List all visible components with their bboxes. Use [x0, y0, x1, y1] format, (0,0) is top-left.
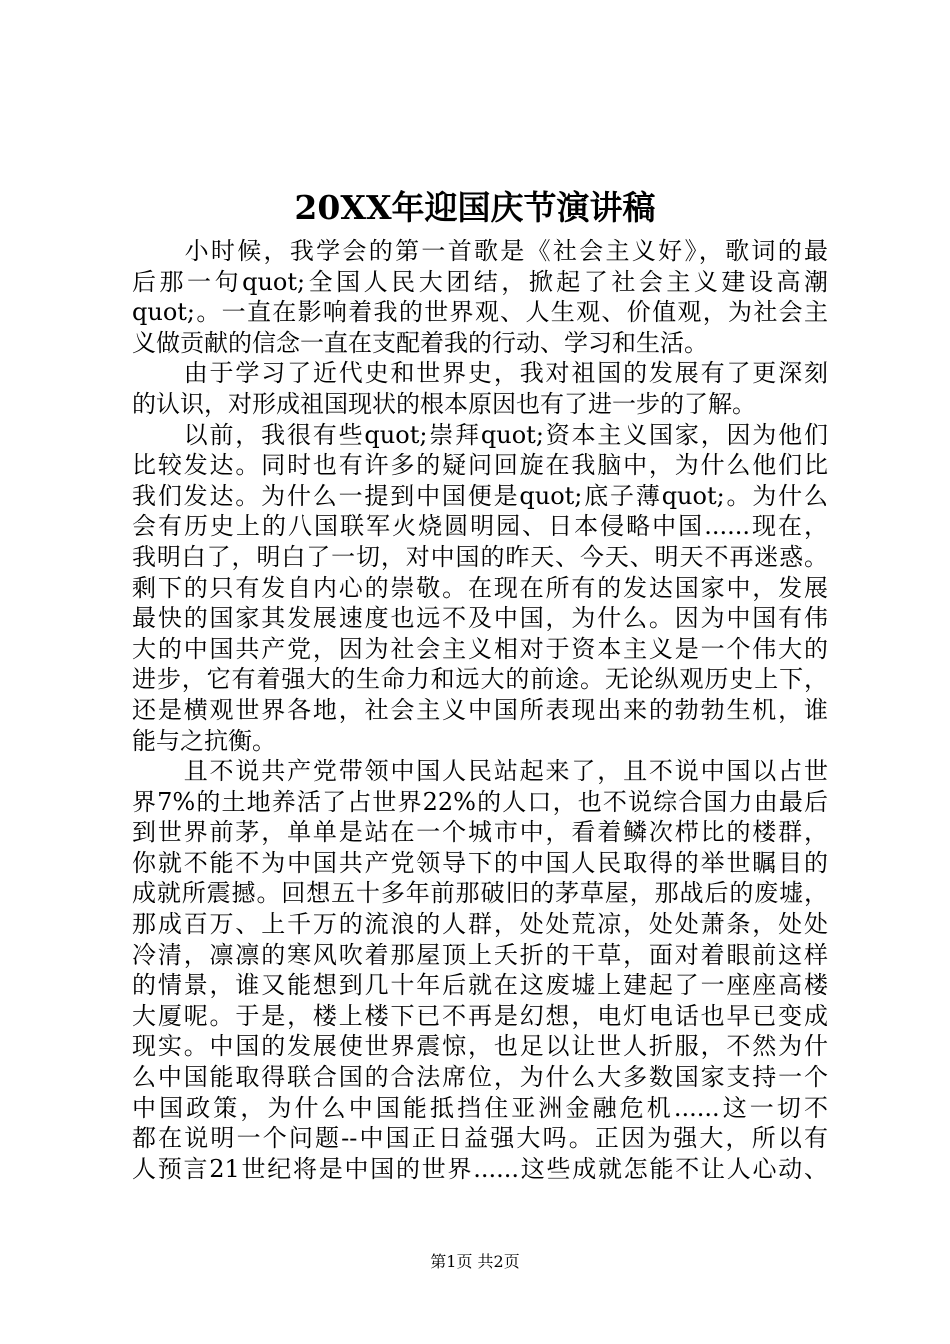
text-line: 我明白了，明白了一切，对中国的昨天、今天、明天不再迷惑。 — [132, 542, 828, 571]
text-line: 义做贡献的信念一直在支配着我的行动、学习和生活。 — [132, 328, 708, 357]
text-line: 成就所震撼。回想五十多年前那破旧的茅草屋，那战后的废墟， — [132, 879, 828, 908]
text-line: 你就不能不为中国共产党领导下的中国人民取得的举世瞩目的 — [132, 848, 828, 877]
text-line: 由于学习了近代史和世界史，我对祖国的发展有了更深刻 — [132, 359, 828, 388]
document-title: 20XX年迎国庆节演讲稿 — [294, 188, 656, 227]
text-line: 后那一句quot;全国人民大团结，掀起了社会主义建设高潮 — [132, 267, 828, 296]
text-line: 大厦呢。于是，楼上楼下已不再是幻想，电灯电话也早已变成 — [132, 1001, 828, 1030]
text-line: 那成百万、上千万的流浪的人群，处处荒凉，处处萧条，处处 — [132, 910, 828, 939]
text-line: 冷清，凛凛的寒风吹着那屋顶上夭折的干草，面对着眼前这样 — [132, 940, 828, 969]
text-line: 么中国能取得联合国的合法席位，为什么大多数国家支持一个 — [132, 1063, 828, 1092]
text-line: 最快的国家其发展速度也远不及中国，为什么。因为中国有伟 — [132, 604, 828, 633]
text-line: 界7%的土地养活了占世界22%的人口，也不说综合国力由最后 — [132, 787, 828, 816]
text-line: 的认识，对形成祖国现状的根本原因也有了进一步的了解。 — [132, 389, 756, 418]
page-number-footer: 第1页 共2页 — [430, 1252, 520, 1271]
text-line: 中国政策，为什么中国能抵挡住亚洲金融危机......这一切不 — [132, 1093, 828, 1122]
text-line: 且不说共产党带领中国人民站起来了，且不说中国以占世 — [132, 757, 828, 786]
text-line: 剩下的只有发自内心的崇敬。在现在所有的发达国家中，发展 — [132, 573, 828, 602]
text-line: 比较发达。同时也有许多的疑问回旋在我脑中，为什么他们比 — [132, 451, 828, 480]
text-line: 以前，我很有些quot;崇拜quot;资本主义国家，因为他们 — [132, 420, 828, 449]
text-line: 小时候，我学会的第一首歌是《社会主义好》，歌词的最 — [132, 237, 828, 265]
text-line: 能与之抗衡。 — [132, 726, 276, 755]
text-line: 会有历史上的八国联军火烧圆明园、日本侵略中国......现在， — [132, 512, 828, 541]
text-line: 大的中国共产党，因为社会主义相对于资本主义是一个伟大的 — [132, 634, 828, 663]
text-line: 都在说明一个问题--中国正日益强大吗。正因为强大，所以有 — [132, 1124, 828, 1153]
text-line: 进步，它有着强大的生命力和远大的前途。无论纵观历史上下， — [132, 665, 828, 694]
document-body — [132, 236, 828, 1184]
text-line: 还是横观世界各地，社会主义中国所表现出来的勃勃生机，谁 — [132, 695, 828, 724]
text-line: quot;。一直在影响着我的世界观、人生观、价值观，为社会主 — [132, 298, 828, 327]
text-line: 到世界前茅，单单是站在一个城市中，看着鳞次栉比的楼群， — [132, 818, 828, 847]
text-line: 我们发达。为什么一提到中国便是quot;底子薄quot;。为什么 — [132, 481, 828, 510]
text-line: 的情景，谁又能想到几十年后就在这废墟上建起了一座座高楼 — [132, 971, 828, 1000]
text-line: 现实。中国的发展使世界震惊，也足以让世人折服，不然为什 — [132, 1032, 828, 1061]
text-line: 人预言21世纪将是中国的世界......这些成就怎能不让人心动、 — [132, 1154, 828, 1183]
